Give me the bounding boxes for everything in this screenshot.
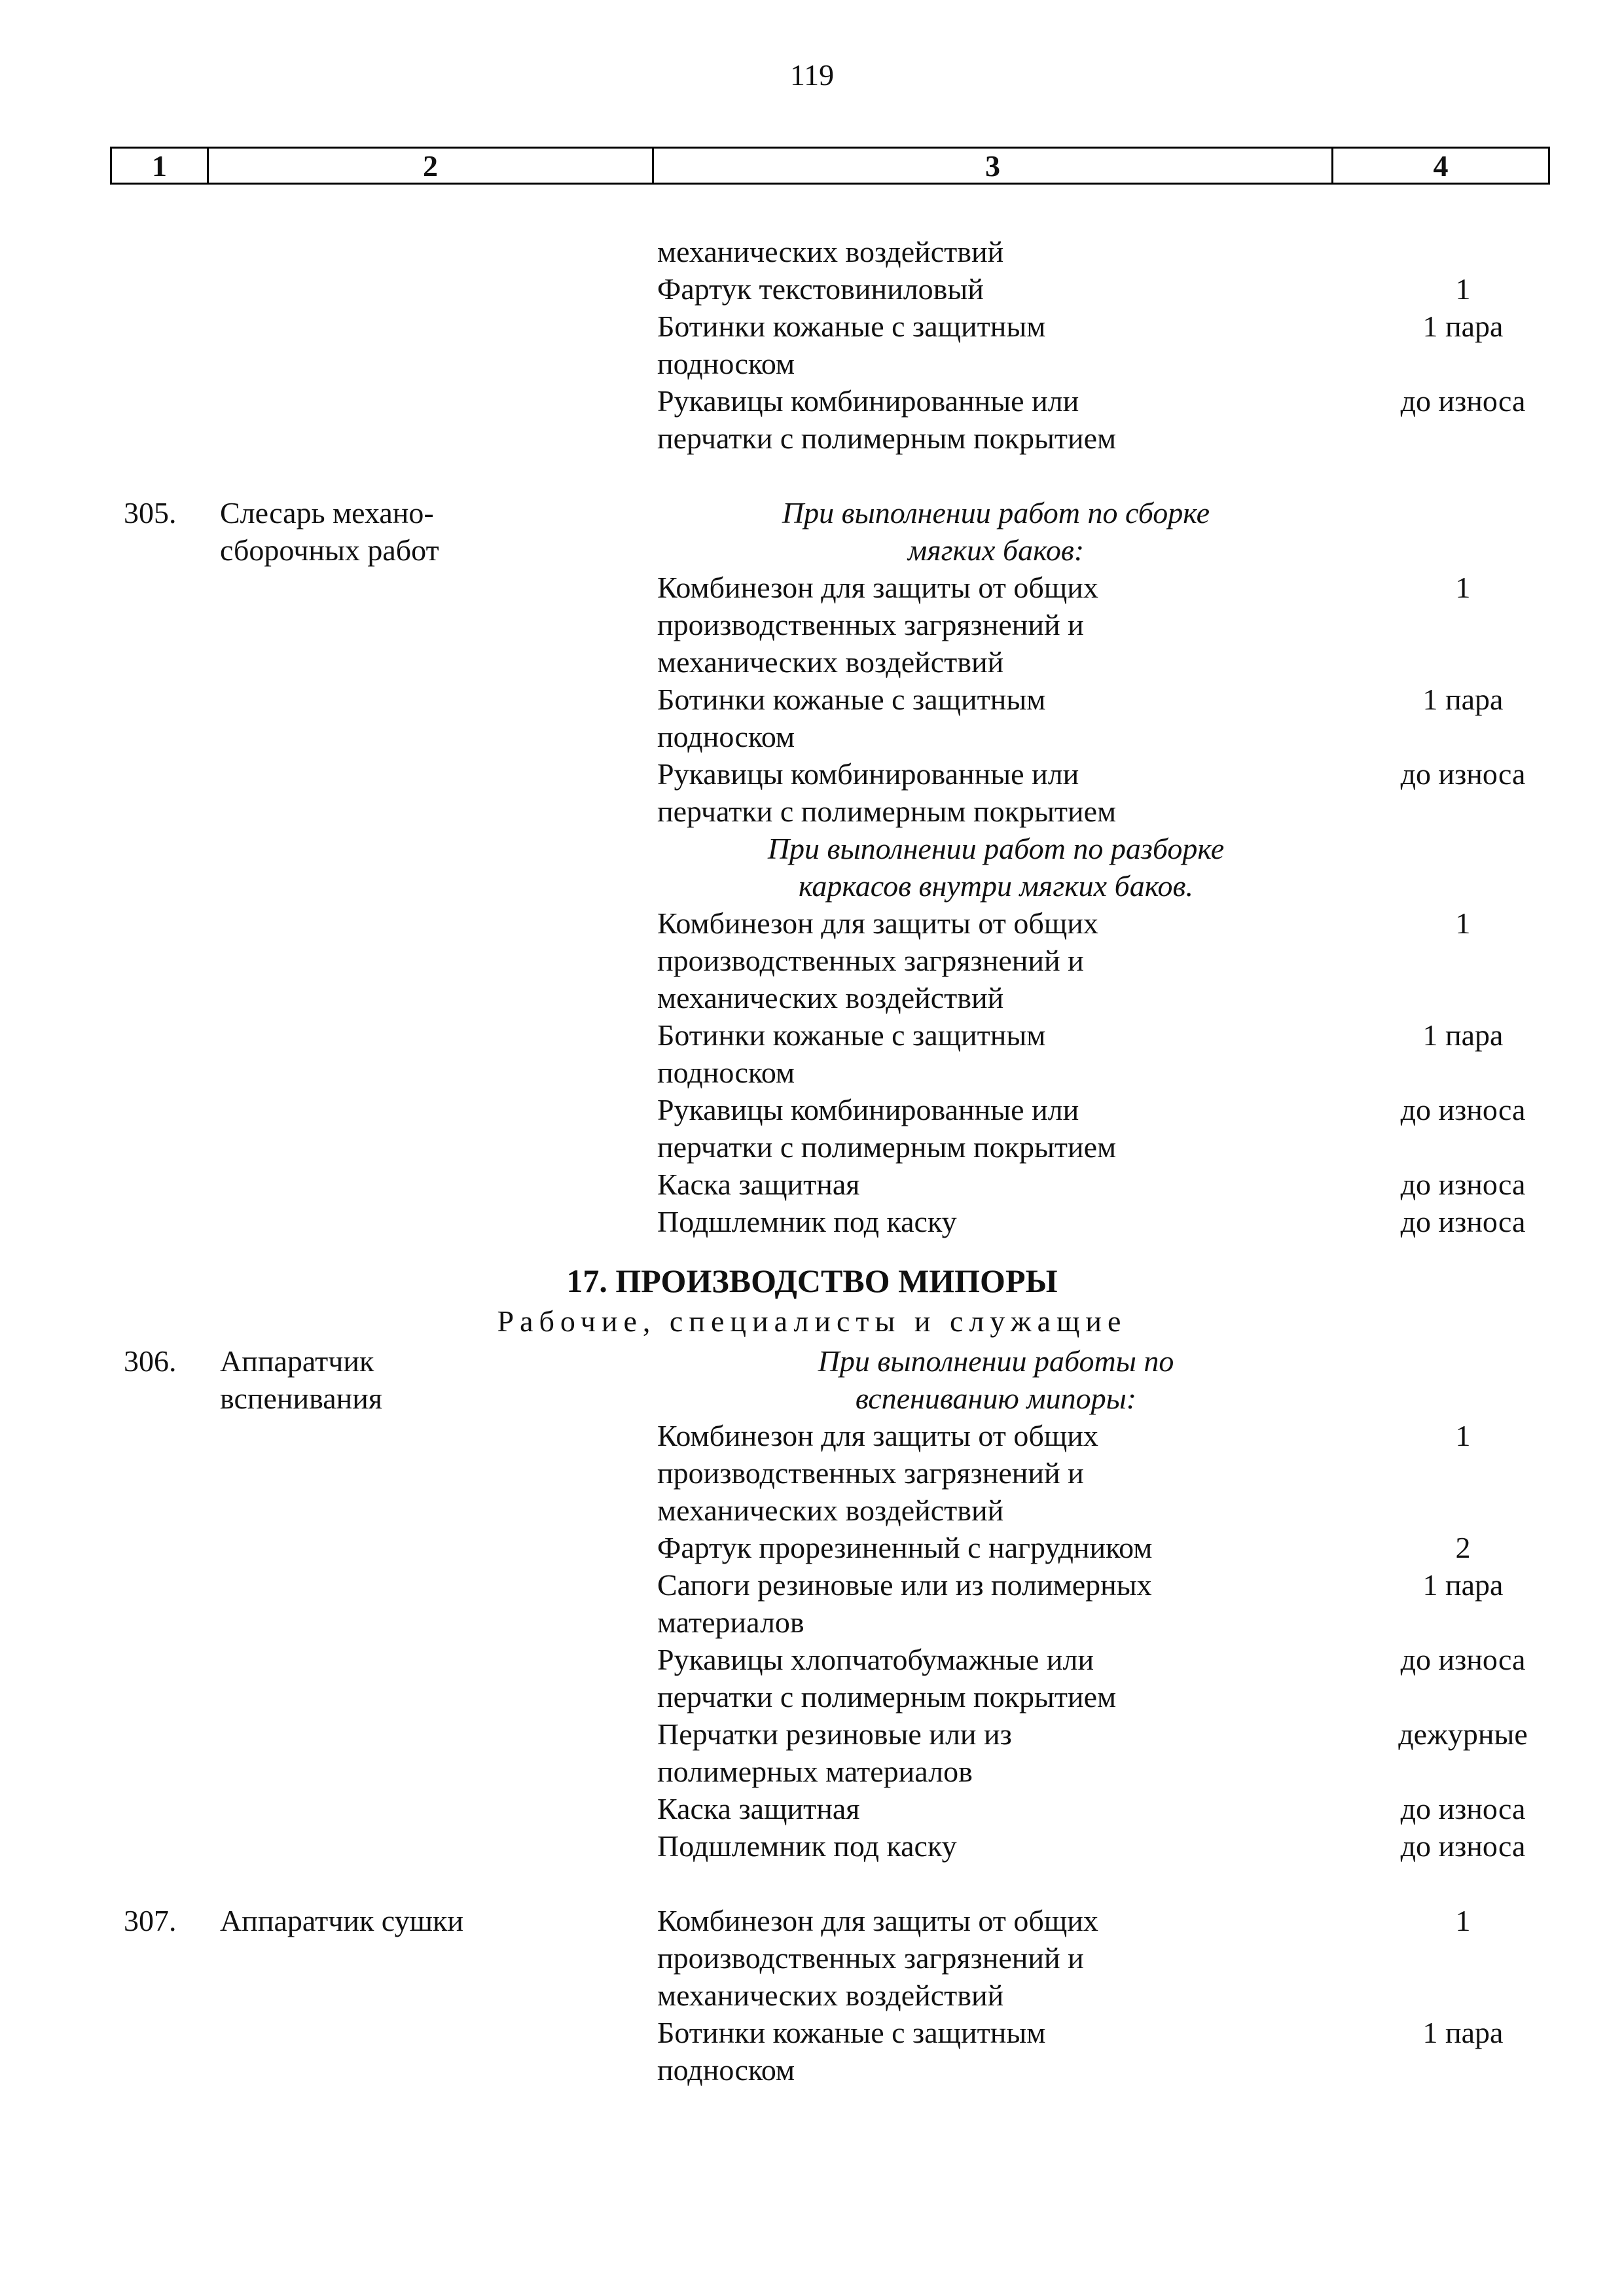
item-description: Комбинезон для защиты от общих	[657, 906, 1098, 940]
item-description: Каска защитная	[657, 1792, 860, 1825]
job-title: сборочных работ	[220, 533, 439, 567]
item-description: производственных загрязнений и	[657, 608, 1084, 641]
item-description: Комбинезон для защиты от общих	[657, 1419, 1098, 1452]
item-description: производственных загрязнений и	[657, 1456, 1084, 1490]
column-header-1: 1	[112, 149, 209, 183]
work-condition: При выполнении работ по разборке	[767, 832, 1225, 865]
item-description: перчатки с полимерным покрытием	[657, 795, 1117, 828]
work-condition: каркасов внутри мягких баков.	[799, 869, 1193, 903]
item-description: производственных загрязнений и	[657, 944, 1084, 977]
item-description: механических воздействий	[657, 1979, 1004, 2012]
item-quantity: до износа	[1400, 1093, 1526, 1126]
item-description: механических воздействий	[657, 645, 1004, 679]
item-quantity: до износа	[1400, 1792, 1526, 1825]
item-description: Ботинки кожаные с защитным	[657, 1018, 1046, 1052]
item-description: Ботинки кожаные с защитным	[657, 2016, 1046, 2049]
item-quantity: 1	[1455, 272, 1471, 306]
item-quantity: 1	[1455, 1904, 1471, 1937]
item-quantity: дежурные	[1398, 1717, 1528, 1751]
item-description: Перчатки резиновые или из	[657, 1717, 1012, 1751]
section-subtitle: Рабочие, специалисты и служащие	[497, 1304, 1127, 1338]
item-description: Сапоги резиновые или из полимерных	[657, 1568, 1152, 1602]
item-description: производственных загрязнений и	[657, 1941, 1084, 1975]
item-quantity: 1	[1455, 1419, 1471, 1452]
item-description: подноском	[657, 2053, 795, 2087]
item-description: перчатки с полимерным покрытием	[657, 1130, 1117, 1164]
item-description: Рукавицы комбинированные или	[657, 384, 1079, 418]
item-description: механических воздействий	[657, 981, 1004, 1014]
item-quantity: 1 пара	[1422, 2016, 1504, 2049]
item-description: Комбинезон для защиты от общих	[657, 571, 1098, 604]
item-description: Подшлемник под каску	[657, 1205, 957, 1238]
item-quantity: до износа	[1400, 1205, 1526, 1238]
section-title: 17. ПРОИЗВОДСТВО МИПОРЫ	[566, 1263, 1058, 1299]
column-header-3: 3	[654, 149, 1333, 183]
item-description: материалов	[657, 1605, 804, 1639]
item-description: подноском	[657, 720, 795, 753]
item-description: Рукавицы комбинированные или	[657, 1093, 1079, 1126]
item-description: Ботинки кожаные с защитным	[657, 310, 1046, 343]
item-description: Каска защитная	[657, 1168, 860, 1201]
item-quantity: 1 пара	[1422, 310, 1504, 343]
job-title: Аппаратчик	[220, 1344, 374, 1378]
item-quantity: 1 пара	[1422, 1018, 1504, 1052]
entry-number: 305.	[124, 496, 177, 529]
item-description: подноском	[657, 1056, 795, 1089]
item-quantity: 1 пара	[1422, 1568, 1504, 1602]
work-condition: вспениванию мипоры:	[855, 1382, 1137, 1415]
item-quantity: 1	[1455, 571, 1471, 604]
item-description: механических воздействий	[657, 235, 1004, 268]
item-description: Фартук текстовиниловый	[657, 272, 984, 306]
item-description: Ботинки кожаные с защитным	[657, 683, 1046, 716]
item-description: Подшлемник под каску	[657, 1829, 957, 1863]
entry-number: 306.	[124, 1344, 177, 1378]
column-header-2: 2	[209, 149, 654, 183]
page-number: 119	[789, 58, 835, 92]
column-header-4: 4	[1433, 149, 1449, 183]
work-condition: При выполнении работы по	[818, 1344, 1174, 1378]
item-description: Рукавицы хлопчатобумажные или	[657, 1643, 1094, 1676]
table-header-row	[110, 147, 1550, 185]
item-description: механических воздействий	[657, 1494, 1004, 1527]
item-quantity: до износа	[1400, 1168, 1526, 1201]
item-description: Рукавицы комбинированные или	[657, 757, 1079, 791]
job-title: вспенивания	[220, 1382, 383, 1415]
item-quantity: 1 пара	[1422, 683, 1504, 716]
item-quantity: 1	[1455, 906, 1471, 940]
item-quantity: до износа	[1400, 1829, 1526, 1863]
job-title: Слесарь механо-	[220, 496, 434, 529]
item-quantity: до износа	[1400, 757, 1526, 791]
item-description: Комбинезон для защиты от общих	[657, 1904, 1098, 1937]
item-quantity: до износа	[1400, 1643, 1526, 1676]
item-quantity: до износа	[1400, 384, 1526, 418]
item-description: перчатки с полимерным покрытием	[657, 1680, 1117, 1713]
item-quantity: 2	[1455, 1531, 1471, 1564]
item-description: подноском	[657, 347, 795, 380]
work-condition: При выполнении работ по сборке	[782, 496, 1210, 529]
item-description: Фартук прорезиненный с нагрудником	[657, 1531, 1153, 1564]
work-condition: мягких баков:	[907, 533, 1085, 567]
item-description: полимерных материалов	[657, 1755, 973, 1788]
entry-number: 307.	[124, 1904, 177, 1937]
item-description: перчатки с полимерным покрытием	[657, 422, 1117, 455]
job-title: Аппаратчик сушки	[220, 1904, 463, 1937]
